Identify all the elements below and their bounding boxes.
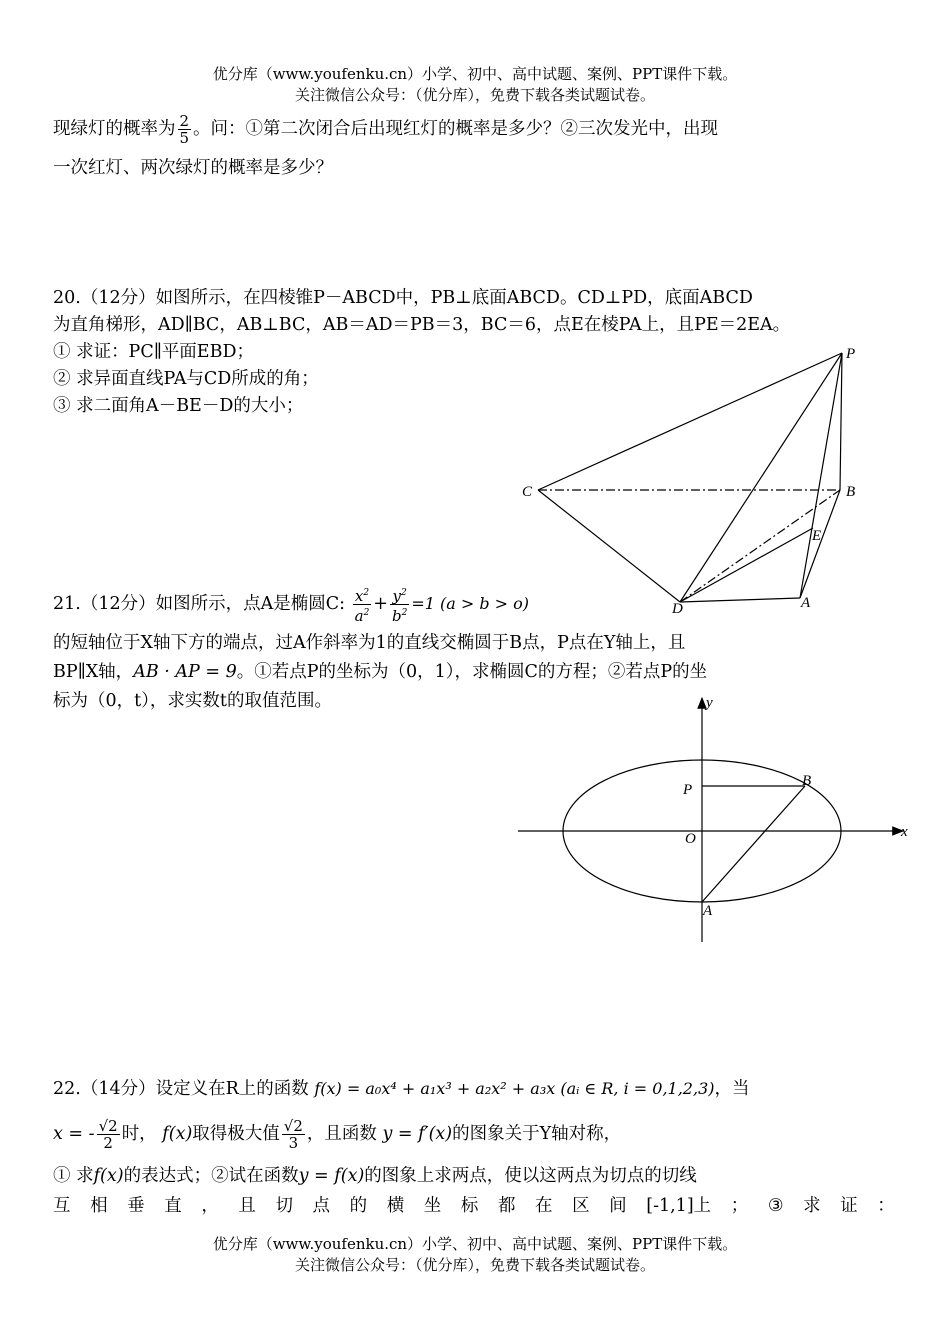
q19-line-1: 现绿灯的概率为 $\frac{2}{5}$ 。问：①第二次闭合后出现红灯的概率是多少？②三次发光中，出现 xyxy=(53,112,719,147)
label-A: A xyxy=(801,595,811,611)
q22-line-4: 互 相 垂 直 ， 且 切 点 的 横 坐 标 都 在 区 间 [-1,1]上 ； ③ 求 证 ： xyxy=(53,1196,895,1216)
label-O: O xyxy=(685,831,696,847)
edge-PD xyxy=(680,353,842,602)
edge-DB-dashed xyxy=(680,490,840,602)
edge-DA xyxy=(680,598,800,602)
label-P: P xyxy=(683,782,693,798)
label-C: C xyxy=(522,484,533,500)
fraction-2-5: $\frac{2}{5}$ xyxy=(179,112,190,147)
q22-line-3: ① 求f(x)的表达式；②试在函数y = f(x)的图象上求两点，使以这两点为切点的切线 xyxy=(53,1166,697,1186)
label-y-axis: y xyxy=(706,695,713,711)
edge-BA xyxy=(800,490,840,598)
page-header xyxy=(0,64,950,106)
label-B: B xyxy=(802,773,812,789)
label-A: A xyxy=(703,903,713,919)
ellipse-term-y: $\frac{y^2}{b^2}$ xyxy=(391,587,408,625)
pyramid-figure xyxy=(510,340,880,620)
q22-line-1: 22.（14分）设定义在R上的函数 f(x) = a₀x⁴ + a₁x³ + a₂x² + a₃x (aᵢ ∈ R, i = 0,1,2,3)，当 xyxy=(53,1079,750,1099)
q21-line-4: 标为（0，t），求实数t的取值范围。 xyxy=(53,691,332,711)
label-P: P xyxy=(846,346,856,362)
q19-line-2: 一次红灯、两次绿灯的概率是多少？ xyxy=(53,158,333,178)
footer-line-2: 关注微信公众号：（优分库），免费下载各类试题试卷。 xyxy=(294,1256,655,1274)
ellipse-term-x: $\frac{x^2}{a^2}$ xyxy=(354,587,370,625)
edge-PC xyxy=(538,353,842,490)
q22-line-2: x = - $\frac{√2}{2}$ 时， f(x)取得极大值 $\frac{√2}{3}$ ，且函数 y = f′(x)的图象关于Y轴对称， xyxy=(53,1117,622,1152)
q21-line-2: 的短轴位于X轴下方的端点，过A作斜率为1的直线交椭圆于B点，P点在Y轴上，且 xyxy=(53,633,686,653)
footer-line-1: 优分库（www.youfenku.cn）小学、初中、高中试题、案例、PPT课件下载。 xyxy=(212,1235,738,1253)
header-line-1: 优分库（www.youfenku.cn）小学、初中、高中试题、案例、PPT课件下载。 xyxy=(212,65,738,83)
q21-line-1: 21.（12分）如图所示，点A是椭圆C: $\frac{x^2}{a^2}$ + $\frac{y^2}{b^2}$ =1 (a > b > o) xyxy=(53,587,530,625)
segment-AB xyxy=(702,786,805,902)
label-D: D xyxy=(672,601,683,617)
q20-line-2: 为直角梯形，AD∥BC，AB⊥BC，AB＝AD＝PB＝3，BC＝6，点E在棱PA上，且PE＝2EA。 xyxy=(53,315,791,335)
fraction-sqrt2-2: $\frac{√2}{2}$ xyxy=(98,1117,118,1152)
label-B: B xyxy=(846,484,856,500)
q20-item-3: ③ 求二面角A－BE－D的大小； xyxy=(53,396,304,416)
q20-line-1: 20.（12分）如图所示，在四棱锥P－ABCD中，PB⊥底面ABCD。CD⊥PD，底面ABCD xyxy=(53,288,753,308)
edge-DE xyxy=(680,528,813,602)
header-line-2: 关注微信公众号：（优分库），免费下载各类试题试卷。 xyxy=(294,86,655,104)
q21-line-3: BP∥X轴，AB · AP = 9。①若点P的坐标为（0，1），求椭圆C的方程；②若点P的坐 xyxy=(53,662,708,682)
ellipse-figure xyxy=(510,690,915,950)
edge-CD xyxy=(538,490,680,602)
q20-item-1: ① 求证：PC∥平面EBD； xyxy=(53,342,254,362)
q20-item-2: ② 求异面直线PA与CD所成的角； xyxy=(53,369,319,389)
page-footer xyxy=(0,1234,950,1276)
edge-PA xyxy=(800,353,842,598)
label-x-axis: x xyxy=(901,824,908,840)
fraction-sqrt2-3: $\frac{√2}{3}$ xyxy=(283,1117,303,1152)
label-E: E xyxy=(812,528,822,544)
edge-PB xyxy=(840,353,842,490)
